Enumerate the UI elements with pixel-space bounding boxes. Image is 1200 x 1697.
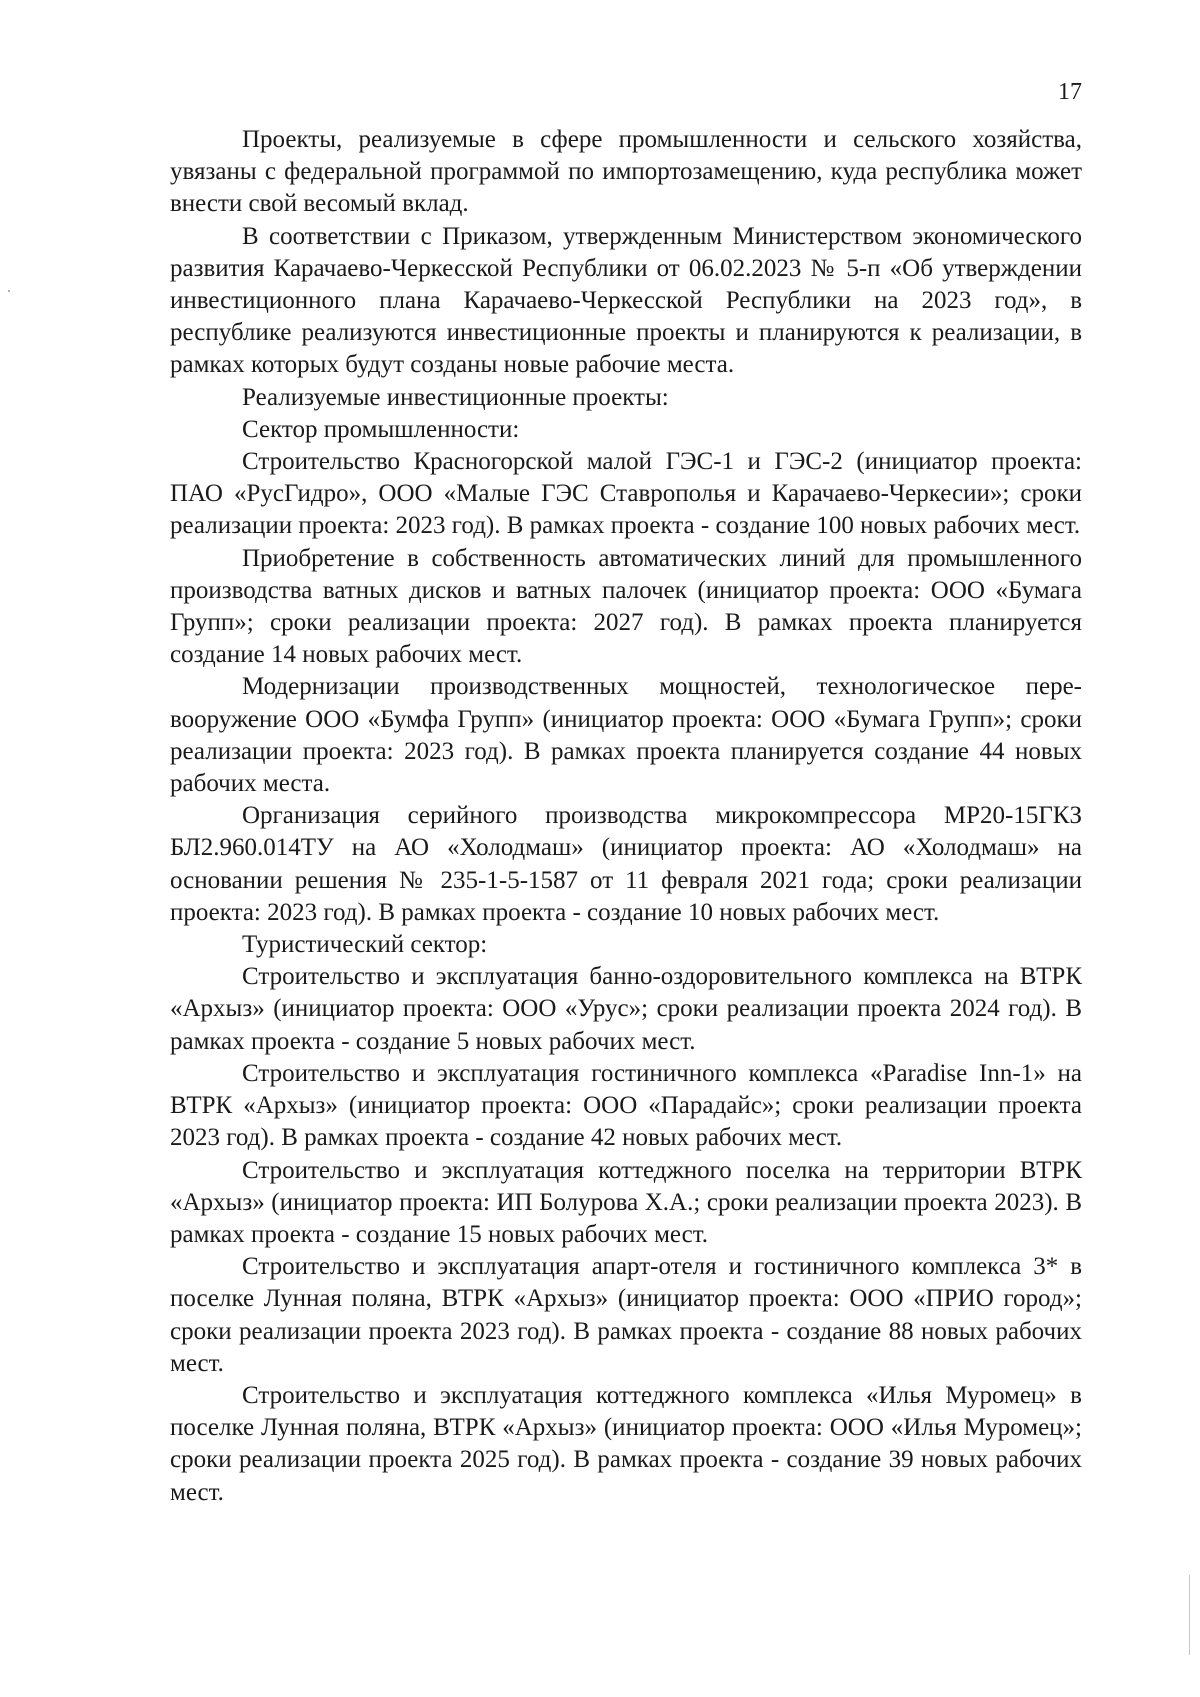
paragraph-bumfa-modernization: Модернизации производственных мощностей, технологическое перевооружение ООО «Бумфа Групп» (инициатор проекта: ООО «Бумага Групп»; сроки реализации проекта: 2023 год). В рамках проекта планируется создание 44 новых рабочих места. <box>170 673 1082 798</box>
page-number: 17 <box>1058 79 1082 105</box>
paragraph-import-substitution: Проекты, реализуемые в сфере промышленности и сельского хозяйства, увязаны с федеральной программой по импортозамещению, куда республика может внести свой весомый вклад. <box>170 126 1082 218</box>
scan-edge-line <box>1189 1575 1190 1655</box>
paragraph-krasnogorsk-hydro: Строительство Красногорской малой ГЭС-1 и ГЭС-2 (инициатор проекта: ПАО «РусГидро», ООО «Малые ГЭС Ставрополья и Карачаево-Черкесии»; сроки реализации проекта: 2023 год). В рамках проекта - создание 100 новых рабочих мест. <box>170 448 1082 540</box>
paragraph-bath-complex: Строительство и эксплуатация банно-оздоровительного комплекса на ВТРК «Архыз» (инициатор проекта: ООО «Урус»; сроки реализации проекта 2024 год). В рамках проекта - создание 5 новых рабочих мест. <box>170 963 1082 1055</box>
paragraph-cottage-village: Строительство и эксплуатация коттеджного поселка на территории ВТРК «Архыз» (инициатор проекта: ИП Болурова Х.А.; сроки реализации проекта 2023). В рамках проекта - создание 15 новых рабочих мест. <box>170 1156 1082 1248</box>
paragraph-compressor-production: Организация серийного производства микрокомпрессора МР20-15ГКЗ БЛ2.960.014ТУ на АО «Холодмаш» (инициатор проекта: АО «Холодмаш» на основании решения № 235-1-5-1587 от 11 февраля 2021 года; сроки реализации проекта: 2023 год). В рамках проекта - создание 10 новых рабочих мест. <box>170 802 1082 926</box>
paragraph-paradise-inn: Строительство и эксплуатация гостиничного комплекса «Paradise Inn-1» на ВТРК «Архыз» (инициатор проекта: ООО «Парадайс»; сроки реализации проекта 2023 год). В рамках проекта - создание 42 новых рабочих мест. <box>170 1059 1082 1152</box>
paragraph-cotton-lines: Приобретение в собственность автоматических линий для промышленного производства ватных дисков и ватных палочек (инициатор проекта: ООО «Бумага Групп»; сроки реализации проекта: 2027 год). В рамках проекта планируется создание 14 новых рабочих мест. <box>170 544 1082 669</box>
scan-speck <box>8 290 10 292</box>
paragraph-implemented-projects-heading: Реализуемые инвестиционные проекты: <box>242 383 669 411</box>
paragraph-apart-hotel: Строительство и эксплуатация апарт-отеля и гостиничного комплекса 3* в поселке Лунная поляна, ВТРК «Архыз» (инициатор проекта: ООО «ПРИО город»; сроки реализации проекта 2023 год). В рамках проекта - создание 88 новых рабочих мест. <box>170 1253 1082 1377</box>
document-body <box>170 124 1082 1509</box>
paragraph-order-reference: В соответствии с Приказом, утвержденным Министерством экономического развития Карачаево-Черкесской Республики от 06.02.2023 № 5-п «Об утверждении инвестиционного плана Карачаево-Черкесской Республики на 2023 год», в республике реализуются инвестиционные проекты и планируются к реализации, в рамках которых будут созданы новые рабочие места. <box>170 222 1082 379</box>
paragraph-ilya-muromets: Строительство и эксплуатация коттеджного комплекса «Илья Муромец» в поселке Лунная поляна, ВТРК «Архыз» (инициатор проекта: ООО «Илья Муромец»; сроки реализации проекта 2025 год). В рамках проекта - создание 39 новых рабочих мест. <box>170 1381 1082 1506</box>
paragraph-industry-sector-heading: Сектор промышленности: <box>242 415 520 443</box>
paragraph-tourism-sector-heading: Туристический сектор: <box>242 931 488 959</box>
